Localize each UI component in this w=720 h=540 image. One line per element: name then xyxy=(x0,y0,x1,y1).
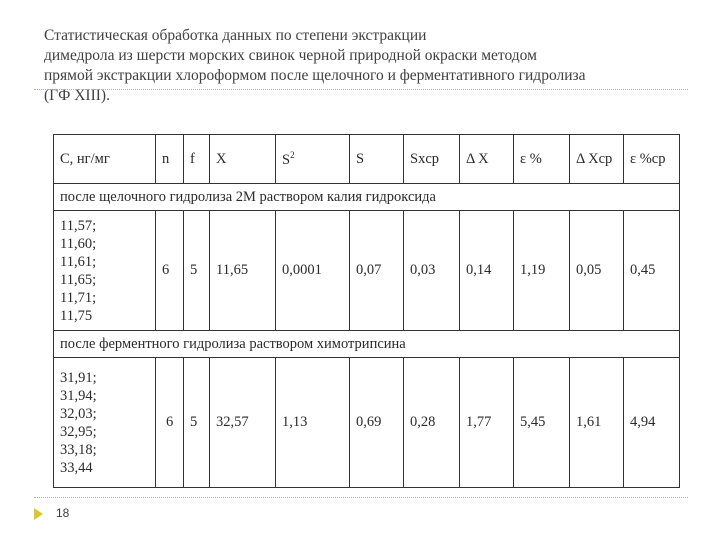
section-label-enzymatic: после ферментного гидролиза раствором химотрипсина xyxy=(54,330,680,357)
c-value: 11,71; xyxy=(60,289,97,306)
header-dx: Δ X xyxy=(460,135,514,184)
table-row xyxy=(54,211,680,331)
section-row-enzymatic xyxy=(54,330,680,357)
cell-x: 32,57 xyxy=(210,358,276,488)
slide-title xyxy=(44,26,694,106)
cell-epscp: 4,94 xyxy=(624,358,680,488)
title-line-3: прямой экстракции хлороформом после щелочного и ферментативного гидролиза xyxy=(44,67,586,84)
cell-f: 5 xyxy=(184,358,210,488)
title-line-1: Статистическая обработка данных по степени экстракции xyxy=(44,27,427,44)
cell-dxcp: 1,61 xyxy=(570,358,624,488)
cell-dx: 1,77 xyxy=(460,358,514,488)
cell-x: 11,65 xyxy=(210,211,276,331)
table-row xyxy=(54,358,680,488)
c-value: 11,57; xyxy=(60,217,97,234)
cell-eps: 5,45 xyxy=(514,358,570,488)
cell-s: 0,07 xyxy=(350,211,404,331)
c-values-cell xyxy=(54,358,156,488)
cell-s: 0,69 xyxy=(350,358,404,488)
c-value: 31,94; xyxy=(60,387,97,404)
section-label-alkaline: после щелочного гидролиза 2М раствором калия гидроксида xyxy=(54,184,680,211)
c-value: 11,75 xyxy=(60,307,93,324)
c-value: 31,91; xyxy=(60,369,97,386)
statistics-table xyxy=(53,134,680,488)
c-value: 32,95; xyxy=(60,423,97,440)
header-row xyxy=(54,135,680,184)
cell-s2: 1,13 xyxy=(276,358,350,488)
header-f: f xyxy=(184,135,210,184)
c-value: 11,60; xyxy=(60,235,97,252)
page-number: 18 xyxy=(56,506,70,520)
header-eps: ε % xyxy=(514,135,570,184)
cell-dx: 0,14 xyxy=(460,211,514,331)
header-s: S xyxy=(350,135,404,184)
header-sxcp: Sxcp xyxy=(404,135,460,184)
cell-dxcp: 0,05 xyxy=(570,211,624,331)
cell-n: 6 xyxy=(156,211,184,331)
header-s2 xyxy=(276,135,350,184)
c-values-cell xyxy=(54,211,156,331)
header-s2-base: S xyxy=(282,151,291,168)
top-divider xyxy=(34,89,688,90)
header-epscp: ε %cp xyxy=(624,135,680,184)
title-line-4: (ГФ XIII). xyxy=(44,87,110,104)
header-n: n xyxy=(156,135,184,184)
header-dxcp: Δ Xcp xyxy=(570,135,624,184)
header-c: С, нг/мг xyxy=(54,135,156,184)
cell-epscp: 0,45 xyxy=(624,211,680,331)
title-line-2: димедрола из шерсти морских свинок черной природной окраски методом xyxy=(44,47,537,64)
cell-sxcp: 0,03 xyxy=(404,211,460,331)
cell-sxcp: 0,28 xyxy=(404,358,460,488)
c-value: 11,61; xyxy=(60,253,97,270)
section-row-alkaline xyxy=(54,184,680,211)
bottom-divider xyxy=(34,497,688,498)
c-value: 11,65; xyxy=(60,271,97,288)
cell-s2: 0,0001 xyxy=(276,211,350,331)
cell-eps: 1,19 xyxy=(514,211,570,331)
c-value: 33,18; xyxy=(60,441,97,458)
c-value: 33,44 xyxy=(60,459,93,476)
cell-f: 5 xyxy=(184,211,210,331)
header-x: X xyxy=(210,135,276,184)
cell-n: 6 xyxy=(156,358,184,488)
c-value: 32,03; xyxy=(60,405,97,422)
header-s2-sup: 2 xyxy=(290,149,295,160)
triangle-bullet-icon xyxy=(34,508,43,520)
